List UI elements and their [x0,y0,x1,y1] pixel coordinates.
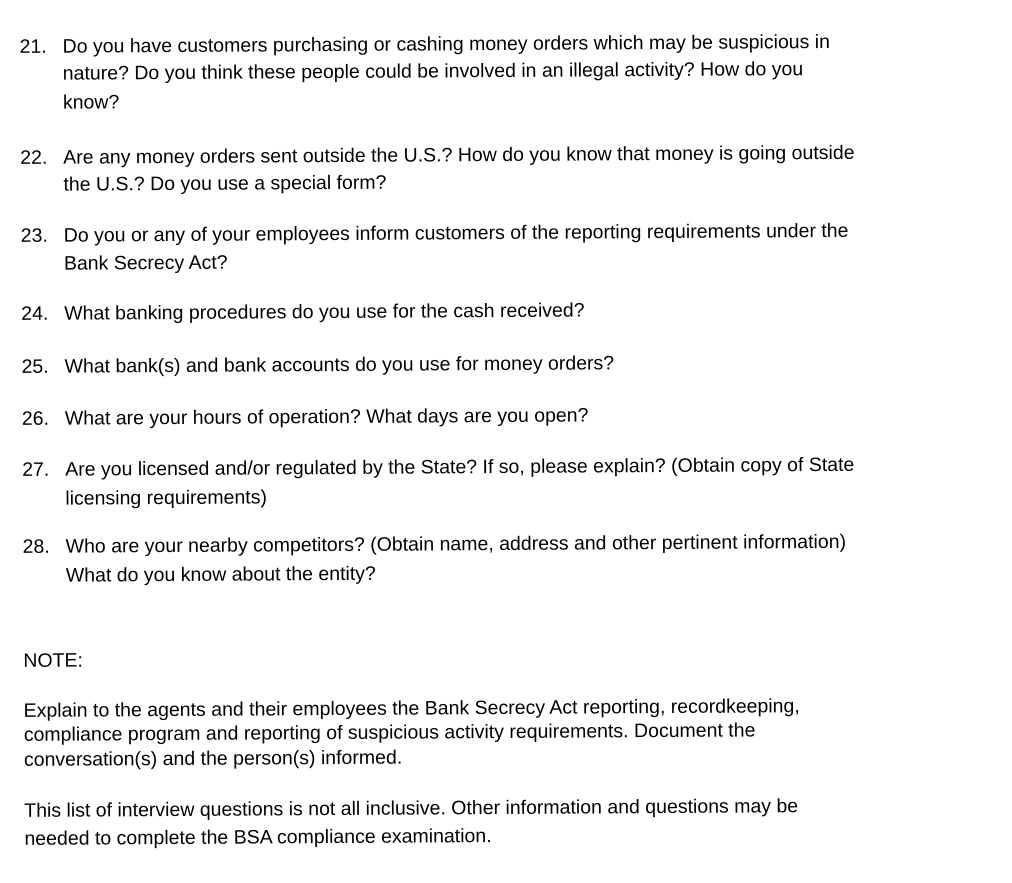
note-paragraph-line: Explain to the agents and their employees the Bank Secrecy Act reporting, recordkeeping, [23,695,800,722]
question-number: 28. [22,535,50,558]
question-text-line: What are your hours of operation? What days are you open? [64,404,589,430]
note-heading: NOTE: [23,649,84,672]
question-number: 27. [22,458,50,481]
question-text-line: know? [62,91,120,114]
note-paragraph-line: needed to complete the BSA compliance examination. [24,825,492,850]
note-paragraph-line: conversation(s) and the person(s) informed. [23,746,403,771]
question-text-line: Do you or any of your employees inform customers of the reporting requirements under the [63,219,849,247]
question-text-line: Who are your nearby competitors? (Obtain name, address and other pertinent information) [65,530,847,558]
question-text-line: What bank(s) and bank accounts do you use for money orders? [64,352,615,378]
question-number: 25. [21,355,49,378]
note-paragraph-line: compliance program and reporting of suspicious activity requirements. Document the [23,719,756,746]
question-number: 21. [19,35,47,58]
question-text-line: Do you have customers purchasing or cashing money orders which may be suspicious in [62,30,831,58]
question-text-line: nature? Do you think these people could be involved in an illegal activity? How do you [62,58,804,85]
question-text-line: Bank Secrecy Act? [63,251,228,275]
question-number: 22. [20,146,48,169]
question-text-line: What do you know about the entity? [65,562,376,587]
question-text-line: Are any money orders sent outside the U.S.? How do you know that money is going outside [63,141,855,169]
question-number: 26. [21,407,50,430]
question-text-line: Are you licensed and/or regulated by the State? If so, please explain? (Obtain copy of State [65,453,855,481]
question-text-line: the U.S.? Do you use a special form? [63,171,387,196]
question-text-line: What banking procedures do you use for the cash received? [64,299,585,325]
note-paragraph-line: This list of interview questions is not all inclusive. Other information and questions may be [24,795,799,822]
question-number: 23. [20,224,48,247]
question-number: 24. [21,302,49,325]
question-text-line: licensing requirements) [65,486,268,510]
